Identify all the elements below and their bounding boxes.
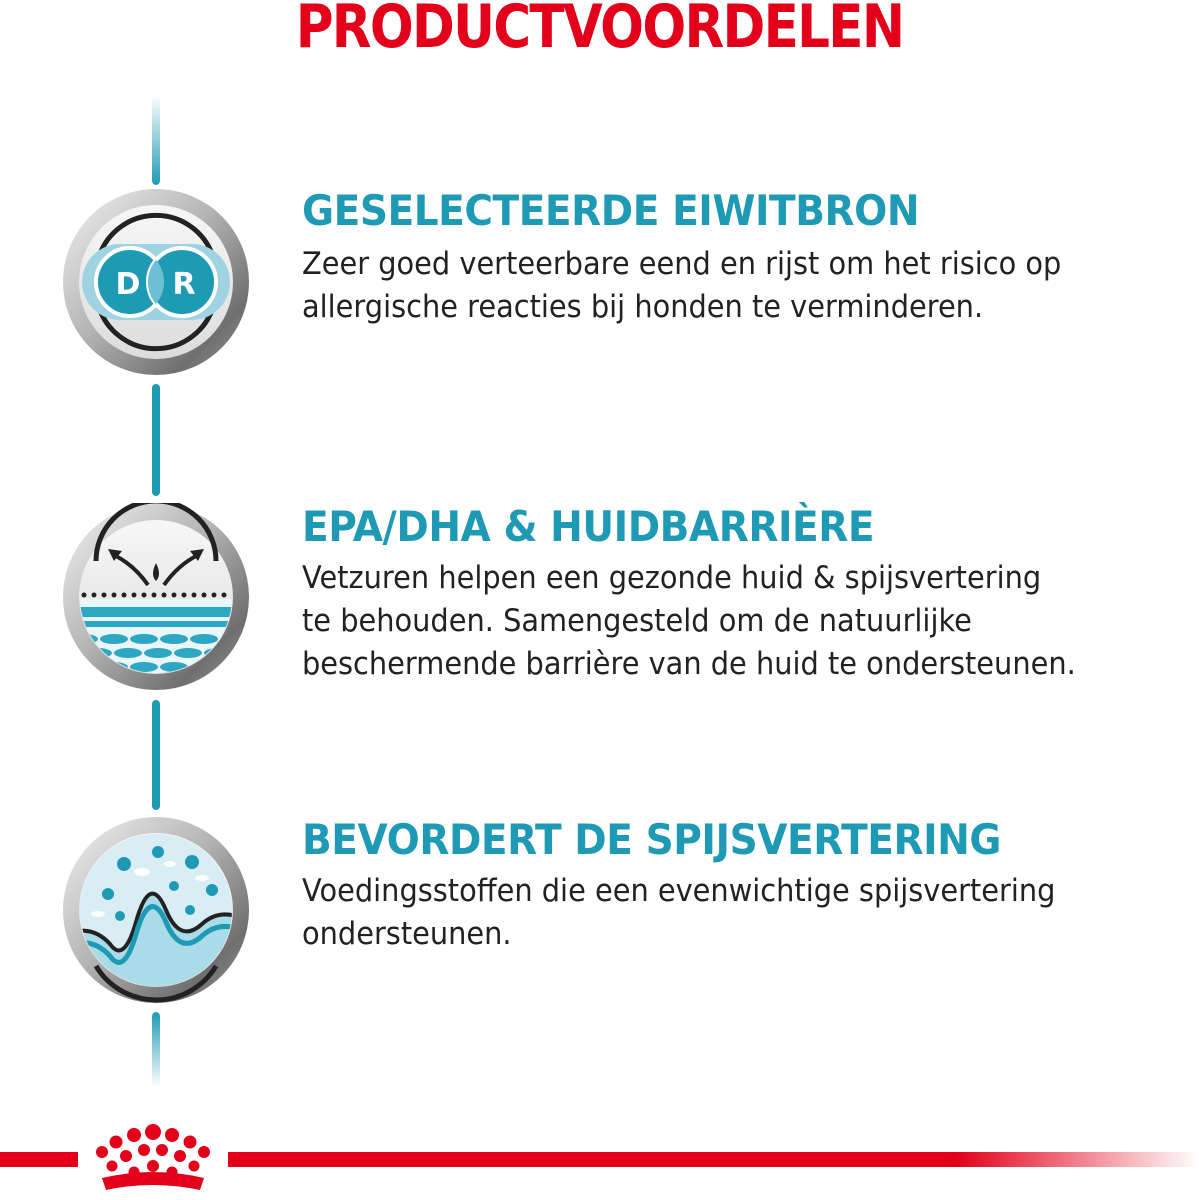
svg-text:D: D	[115, 267, 141, 302]
benefit-heading-skin-barrier: EPA/DHA & HUIDBARRIÈRE	[302, 502, 875, 551]
digestion-icon	[62, 816, 250, 1004]
svg-text:R: R	[172, 267, 196, 302]
benefit-text-skin-line-3: beschermende barrière van de huid te ondersteunen.	[302, 646, 1076, 682]
crown-logo-icon	[88, 1122, 218, 1194]
page-title: PRODUCTVOORDELEN	[295, 0, 904, 62]
benefit-text-protein-line-2: allergische reacties bij honden te verminderen.	[302, 289, 984, 325]
skin-barrier-icon	[62, 503, 250, 691]
footer-red-line-left	[0, 1152, 78, 1167]
timeline-line-bottom	[152, 1012, 160, 1087]
benefit-heading-protein: GESELECTEERDE EIWITBRON	[302, 186, 920, 235]
benefit-text-skin-line-2: te behouden. Samengesteld om de natuurlijke	[302, 603, 972, 639]
benefit-text-protein-line-1: Zeer goed verteerbare eend en rijst om het risico op	[302, 246, 1062, 282]
footer-red-line-right	[228, 1152, 1199, 1167]
benefit-text-digestion-line-2: ondersteunen.	[302, 916, 512, 952]
timeline-line-1	[152, 384, 160, 496]
benefit-text-skin-line-1: Vetzuren helpen een gezonde huid & spijsvertering	[302, 560, 1042, 596]
duck-rice-protein-icon	[62, 188, 250, 376]
benefit-heading-digestion: BEVORDERT DE SPIJSVERTERING	[302, 815, 1001, 864]
timeline-line-2	[152, 700, 160, 810]
benefit-text-digestion-line-1: Voedingsstoffen die een evenwichtige spijsvertering	[302, 873, 1056, 909]
timeline-line-top	[152, 95, 160, 185]
